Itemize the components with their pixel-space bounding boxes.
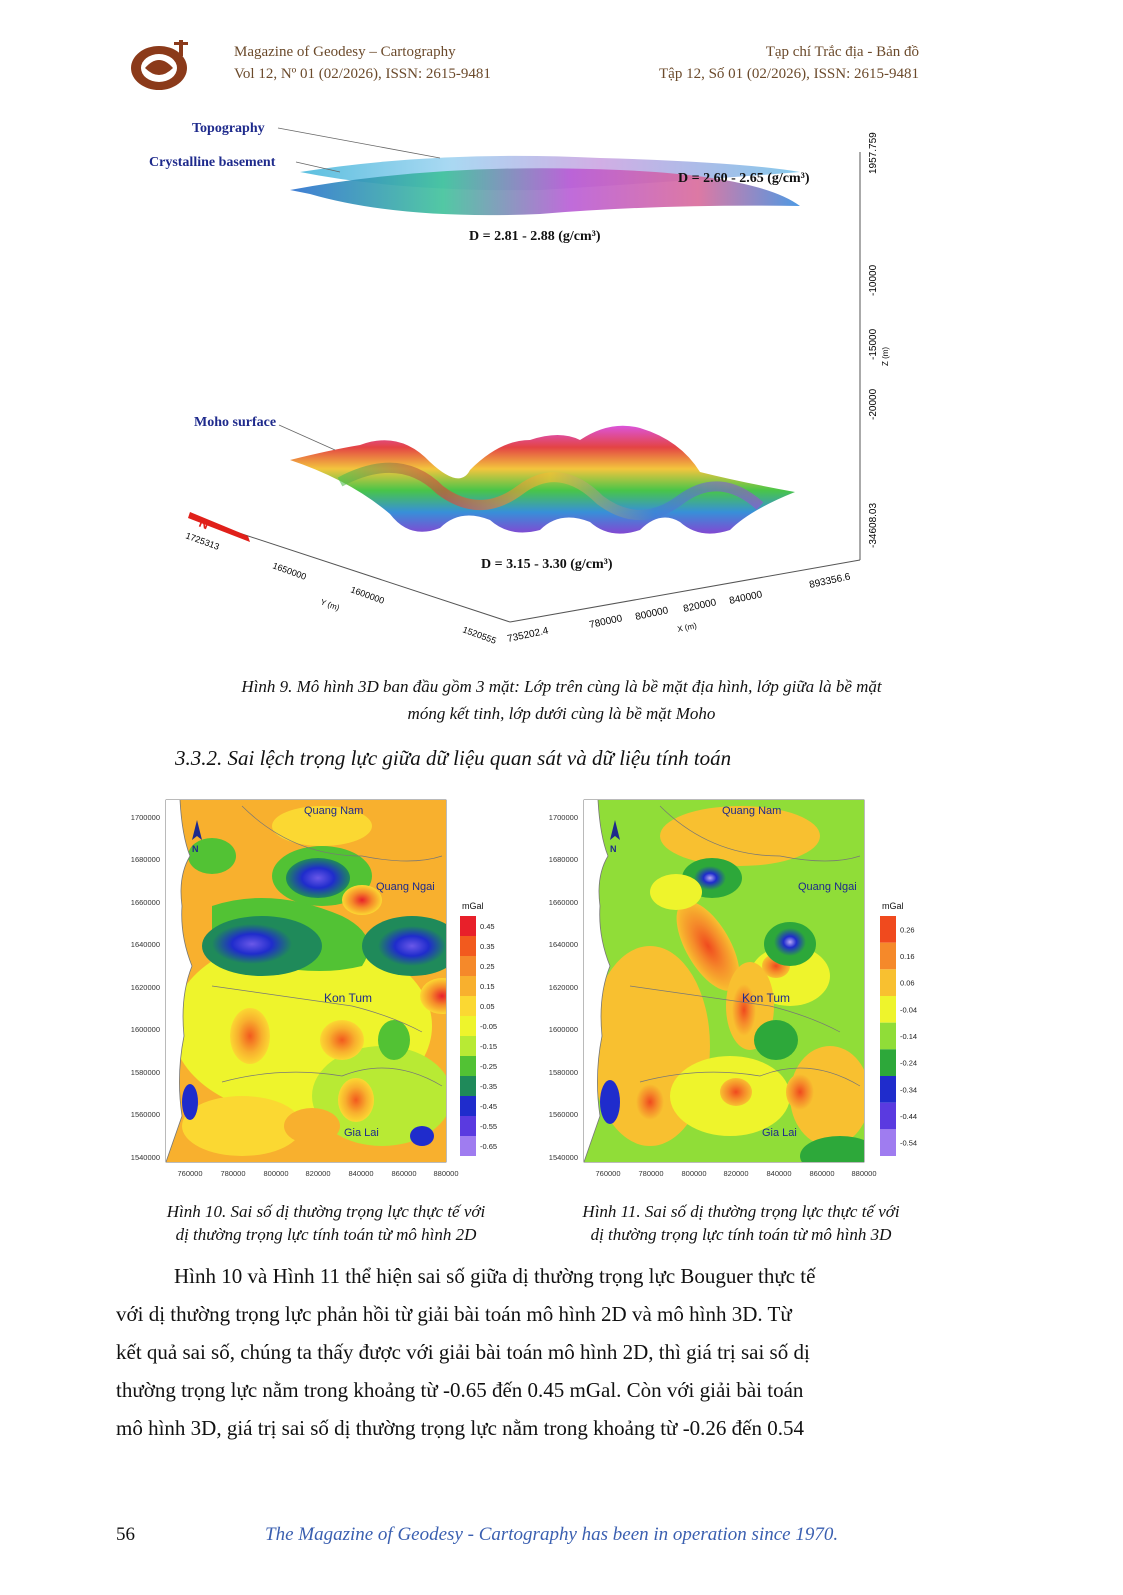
legend-label: -0.65 <box>480 1142 498 1151</box>
y-tick: 1620000 <box>548 983 578 992</box>
figure10-caption <box>116 1200 536 1246</box>
paragraph-line: mô hình 3D, giá trị sai số dị thường trọng lực nằm trong khoảng từ -0.26 đến 0.54 <box>116 1416 805 1440</box>
x-tick: 800000 <box>263 1169 289 1178</box>
figure9-caption-line2: móng kết tinh, lớp dưới cùng là bề mặt Moho <box>407 704 716 723</box>
y-tick: 1540000 <box>130 1153 160 1162</box>
y-tick: 1580000 <box>130 1068 160 1077</box>
place-quang-nam: Quang Nam <box>304 805 364 817</box>
header-right <box>659 41 919 85</box>
figure9-caption <box>100 673 1023 727</box>
legend-swatch <box>460 1016 476 1036</box>
legend-label: -0.04 <box>900 1005 918 1015</box>
legend-label: 0.25 <box>480 962 495 971</box>
header-left <box>234 41 491 85</box>
x-tick: 880000 <box>851 1169 877 1178</box>
x-tick: 820000 <box>723 1169 749 1178</box>
y-tick: 1620000 <box>130 983 160 992</box>
density-top-label: D = 2.60 - 2.65 (g/cm³) <box>678 171 810 186</box>
issue-info-en: Vol 12, Nº 01 (02/2026), ISSN: 2615-9481 <box>234 66 491 82</box>
svg-text:N: N <box>196 514 212 533</box>
y-tick: 1660000 <box>548 898 578 907</box>
y-tick: 1560000 <box>548 1110 578 1119</box>
legend-swatch <box>460 1116 476 1136</box>
legend-label: -0.45 <box>480 1102 498 1111</box>
z-tick: -34608.03 <box>868 502 879 548</box>
journal-logo <box>127 38 195 99</box>
y-tick: 1660000 <box>130 898 160 907</box>
legend-swatch <box>880 1049 896 1076</box>
legend-label: -0.24 <box>900 1058 918 1068</box>
legend-label: -0.14 <box>900 1032 918 1041</box>
footer-tagline: The Magazine of Geodesy - Cartography has been in operation since 1970. <box>265 1524 839 1545</box>
legend-swatch <box>880 916 896 943</box>
figure11-caption-line1: Hình 11. Sai số dị thường trọng lực thực tế với <box>582 1202 900 1221</box>
legend-label: -0.54 <box>900 1138 918 1148</box>
y-tick: 1680000 <box>130 855 160 864</box>
x-tick: 820000 <box>305 1169 331 1178</box>
x-tick: 820000 <box>682 597 718 615</box>
legend-swatch <box>460 1076 476 1096</box>
legend-label: -0.15 <box>480 1042 498 1051</box>
figure10-map <box>122 796 507 1191</box>
section-heading: 3.3.2. Sai lệch trọng lực giữa dữ liệu quan sát và dữ liệu tính toán <box>175 746 732 770</box>
z-tick: -10000 <box>868 264 879 296</box>
x-tick: 840000 <box>766 1169 792 1178</box>
legend-swatch <box>880 1076 896 1103</box>
legend-label: -0.05 <box>480 1022 498 1031</box>
y-tick: 1560000 <box>130 1110 160 1119</box>
place-kon-tum: Kon Tum <box>742 991 791 1005</box>
figure9-3d-model <box>140 110 900 650</box>
x-tick: 840000 <box>728 589 764 607</box>
density-moho-label: D = 3.15 - 3.30 (g/cm³) <box>481 557 613 572</box>
y-tick: 1600000 <box>548 1025 578 1034</box>
journal-name-en: Magazine of Geodesy – Cartography <box>234 44 456 60</box>
density-mid-label: D = 2.81 - 2.88 (g/cm³) <box>469 229 601 244</box>
legend-swatch <box>460 1036 476 1056</box>
legend-label: 0.26 <box>900 925 915 935</box>
legend-swatch <box>880 1023 896 1050</box>
legend-label: -0.35 <box>480 1082 498 1091</box>
x-tick: 893356.6 <box>808 571 852 591</box>
legend-label: -0.55 <box>480 1122 498 1131</box>
legend-swatch <box>880 1103 896 1130</box>
x-tick: 800000 <box>634 605 670 623</box>
y-tick: 1650000 <box>271 560 308 582</box>
figure11-map <box>540 796 925 1191</box>
x-tick: 860000 <box>391 1169 417 1178</box>
figure10-caption-line1: Hình 10. Sai số dị thường trọng lực thực tế với <box>166 1202 486 1221</box>
y-tick: 1600000 <box>130 1025 160 1034</box>
x-tick: 780000 <box>588 613 624 631</box>
legend-swatch <box>880 996 896 1023</box>
legend-label: 0.06 <box>900 978 915 988</box>
paragraph-line: kết quả sai số, chúng ta thấy được với giải bài toán mô hình 2D, thì giá trị sai số dị <box>116 1340 810 1364</box>
y-tick: 1600000 <box>349 584 386 606</box>
y-tick: 1700000 <box>130 813 160 822</box>
place-kon-tum: Kon Tum <box>324 991 373 1005</box>
svg-text:N: N <box>610 844 617 854</box>
y-tick: 1640000 <box>548 940 578 949</box>
figure9-caption-line1: Hình 9. Mô hình 3D ban đầu gồm 3 mặt: Lớp trên cùng là bề mặt địa hình, lớp giữa là bề mặt <box>241 677 882 696</box>
y-tick: 1725313 <box>184 530 221 552</box>
figure10-legend <box>460 916 497 1156</box>
legend-label: -0.25 <box>480 1062 498 1071</box>
legend-swatch <box>880 943 896 970</box>
legend-label: 0.15 <box>480 982 495 991</box>
place-gia-lai: Gia Lai <box>344 1127 379 1139</box>
label-moho-surface: Moho surface <box>194 415 277 430</box>
x-axis-label: X (m) <box>676 621 698 634</box>
x-tick: 880000 <box>433 1169 459 1178</box>
legend-swatch <box>460 916 476 936</box>
z-tick: 1957.759 <box>868 132 879 174</box>
place-gia-lai: Gia Lai <box>762 1127 797 1139</box>
legend-label: 0.45 <box>480 922 495 931</box>
x-tick: 780000 <box>220 1169 246 1178</box>
legend-label: 0.35 <box>480 942 495 951</box>
legend-label: 0.16 <box>900 952 915 961</box>
x-tick: 735202.4 <box>506 625 550 645</box>
label-topography: Topography <box>192 121 265 136</box>
y-tick: 1540000 <box>548 1153 578 1162</box>
legend-swatch <box>460 956 476 976</box>
legend-label: -0.44 <box>900 1112 918 1121</box>
legend-swatch <box>880 969 896 996</box>
paragraph-line: Hình 10 và Hình 11 thể hiện sai số giữa dị thường trọng lực Bouguer thực tế <box>174 1264 816 1288</box>
legend-unit: mGal <box>462 901 484 911</box>
issue-info-vi: Tập 12, Số 01 (02/2026), ISSN: 2615-9481 <box>659 66 919 82</box>
legend-swatch <box>460 1136 476 1156</box>
x-tick: 780000 <box>638 1169 664 1178</box>
figure10-caption-line2: dị thường trọng lực tính toán từ mô hình 2D <box>175 1225 477 1244</box>
paragraph-line: thường trọng lực nằm trong khoảng từ -0.65 đến 0.45 mGal. Còn với giải bài toán <box>116 1378 804 1402</box>
legend-label: 0.05 <box>480 1002 495 1011</box>
y-tick: 1700000 <box>548 813 578 822</box>
y-tick: 1680000 <box>548 855 578 864</box>
figure11-legend <box>880 916 917 1156</box>
legend-swatch <box>460 996 476 1016</box>
legend-swatch <box>880 1129 896 1156</box>
x-tick: 760000 <box>595 1169 621 1178</box>
legend-swatch <box>460 936 476 956</box>
place-quang-ngai: Quang Ngai <box>376 881 435 893</box>
figure11-caption-line2: dị thường trọng lực tính toán từ mô hình 3D <box>590 1225 892 1244</box>
legend-unit: mGal <box>882 901 904 911</box>
legend-swatch <box>460 1096 476 1116</box>
legend-label: -0.34 <box>900 1085 918 1095</box>
x-tick: 800000 <box>681 1169 707 1178</box>
svg-text:N: N <box>192 844 199 854</box>
place-quang-nam: Quang Nam <box>722 805 782 817</box>
body-paragraph <box>116 1257 928 1447</box>
z-tick: -20000 <box>868 388 879 420</box>
legend-swatch <box>460 1056 476 1076</box>
place-quang-ngai: Quang Ngai <box>798 881 857 893</box>
page-number: 56 <box>116 1524 135 1545</box>
x-tick: 760000 <box>177 1169 203 1178</box>
x-tick: 860000 <box>809 1169 835 1178</box>
z-axis-label: Z (m) <box>881 346 890 366</box>
x-tick: 840000 <box>348 1169 374 1178</box>
label-crystalline-basement: Crystalline basement <box>149 155 276 170</box>
y-tick: 1640000 <box>130 940 160 949</box>
z-tick: -15000 <box>868 328 879 360</box>
paragraph-line: với dị thường trọng lực phản hồi từ giải bài toán mô hình 2D và mô hình 3D. Từ <box>116 1302 792 1326</box>
y-tick: 1520555 <box>461 624 498 646</box>
legend-swatch <box>460 976 476 996</box>
figure11-caption <box>536 1200 946 1246</box>
y-axis-label: Y (m) <box>319 597 341 613</box>
y-tick: 1580000 <box>548 1068 578 1077</box>
journal-name-vi: Tạp chí Trắc địa - Bản đồ <box>765 44 919 60</box>
